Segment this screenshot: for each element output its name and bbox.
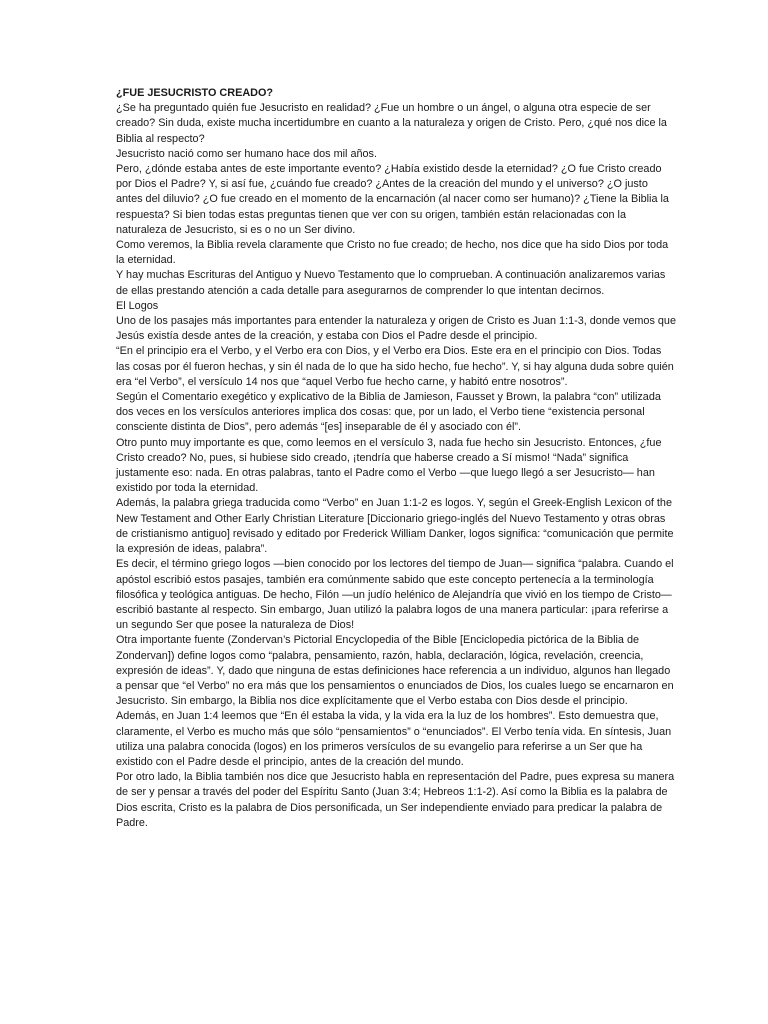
paragraph: Según el Comentario exegético y explicativo de la Biblia de Jamieson, Fausset y Brown, la palabra “con” utilizada dos veces en los versículos anteriores implica dos cosas: que, por un lado, el Verbo tiene “existencia personal consciente distinta de Dios”, pero además “[es] inseparable de él y asociado con él”. (116, 391, 661, 434)
paragraph: Otro punto muy importante es que, como leemos en el versículo 3, nada fue hecho sin Jesucristo. Entonces, ¿fue Cristo creado? No, pues, si hubiese sido creado, ¡tendría que haberse creado a Sí mismo! “Nada” significa justamente eso: nada. En otras palabras, tanto el Padre como el Verbo —que luego llegó a ser Jesucristo— han existido por toda la eternidad. (116, 436, 662, 495)
document-page (116, 86, 676, 831)
paragraph: Jesucristo nació como ser humano hace dos mil años. (116, 147, 377, 160)
section-heading: El Logos (116, 299, 159, 312)
paragraph: Y hay muchas Escrituras del Antiguo y Nuevo Testamento que lo comprueban. A continuación analizaremos varias de ellas prestando atención a cada detalle para asegurarnos de comprender lo que intentan decirnos. (116, 269, 666, 297)
paragraph: Como veremos, la Biblia revela claramente que Cristo no fue creado; de hecho, nos dice que ha sido Dios por toda la eternidad. (116, 239, 669, 267)
paragraph: Pero, ¿dónde estaba antes de este importante evento? ¿Había existido desde la eternidad? ¿O fue Cristo creado por Dios el Padre? Y, si así fue, ¿cuándo fue creado? ¿Antes de la creación del mundo y el universo? ¿O justo antes del diluvio? ¿O fue creado en el momento de la encarnación (al nacer como ser humano)? ¿Tiene la Biblia la respuesta? Si bien todas estas preguntas tienen que ver con su origen, también están relacionadas con la naturaleza de Jesucristo, si es o no un Ser divino. (116, 163, 669, 236)
paragraph: Además, la palabra griega traducida como “Verbo” en Juan 1:1-2 es logos. Y, según el Greek-English Lexicon of the New Testament and Other Early Christian Literature [Diccionario griego-inglés del Nuevo Testamento y otras obras de cristianismo antiguo] revisado y editado por Frederick William Danker, logos significa: “comunicación que permite la expresión de ideas, palabra”. (116, 497, 674, 556)
paragraph: ¿Se ha preguntado quién fue Jesucristo en realidad? ¿Fue un hombre o un ángel, o alguna otra especie de ser creado? Sin duda, existe mucha incertidumbre en cuanto a la naturaleza y origen de Cristo. Pero, ¿qué nos dice la Biblia al respecto? (116, 102, 667, 145)
document-title: ¿FUE JESUCRISTO CREADO? (116, 87, 274, 99)
paragraph: “En el principio era el Verbo, y el Verbo era con Dios, y el Verbo era Dios. Este era en el principio con Dios. Todas las cosas por él fueron hechas, y sin él nada de lo que ha sido hecho, fue hecho”. Y, si hay alguna duda sobre quién era “el Verbo”, el versículo 14 nos que “aquel Verbo fue hecho carne, y habitó entre nosotros”. (116, 345, 674, 388)
paragraph: Por otro lado, la Biblia también nos dice que Jesucristo habla en representación del Padre, pues expresa su manera de ser y pensar a través del poder del Espíritu Santo (Juan 3:4; Hebreos 1:1-2). Así como la Biblia es la palabra de Dios escrita, Cristo es la palabra de Dios personificada, un Ser independiente enviado para predicar la palabra de Padre. (116, 771, 675, 829)
paragraph: Es decir, el término griego logos —bien conocido por los lectores del tiempo de Juan— significa “palabra. Cuando el apóstol escribió estos pasajes, también era comúnmente sabido que este concepto pertenecía a la terminología filosófica y teológica antiguas. De hecho, Filón —un judío helénico de Alejandría que vivió en los tiempo de Cristo— escribió bastante al respecto. Sin embargo, Juan utilizó la palabra logos de una manera particular: ¡para referirse a un segundo Ser que posee la naturaleza de Dios! (116, 558, 674, 632)
paragraph: Uno de los pasajes más importantes para entender la naturaleza y origen de Cristo es Juan 1:1-3, donde vemos que Jesús existía desde antes de la creación, y estaba con Dios el Padre desde el principio. (116, 315, 676, 343)
paragraph: Además, en Juan 1:4 leemos que “En él estaba la vida, y la vida era la luz de los hombres”. Esto demuestra que, claramente, el Verbo es mucho más que sólo “pensamientos” o “enunciados”. El Verbo tenía vida. En síntesis, Juan utiliza una palabra conocida (logos) en los primeros versículos de su evangelio para referirse a un Ser que ha existido con el Padre desde el principio, antes de la creación del mundo. (116, 710, 672, 768)
paragraph: Otra importante fuente (Zondervan’s Pictorial Encyclopedia of the Bible [Enciclopedia pictórica de la Biblia de Zondervan]) define logos como “palabra, pensamiento, razón, habla, declaración, lógica, revelación, creencia, expresión de ideas”. Y, dado que ninguna de estas definiciones hace referencia a un individuo, algunos han llegado a pensar que “el Verbo” no era más que los pensamientos o enunciados de Dios, los cuales luego se encarnaron en Jesucristo. Sin embargo, la Biblia nos dice explícitamente que el Verbo estaba con Dios desde el principio. (116, 634, 674, 708)
